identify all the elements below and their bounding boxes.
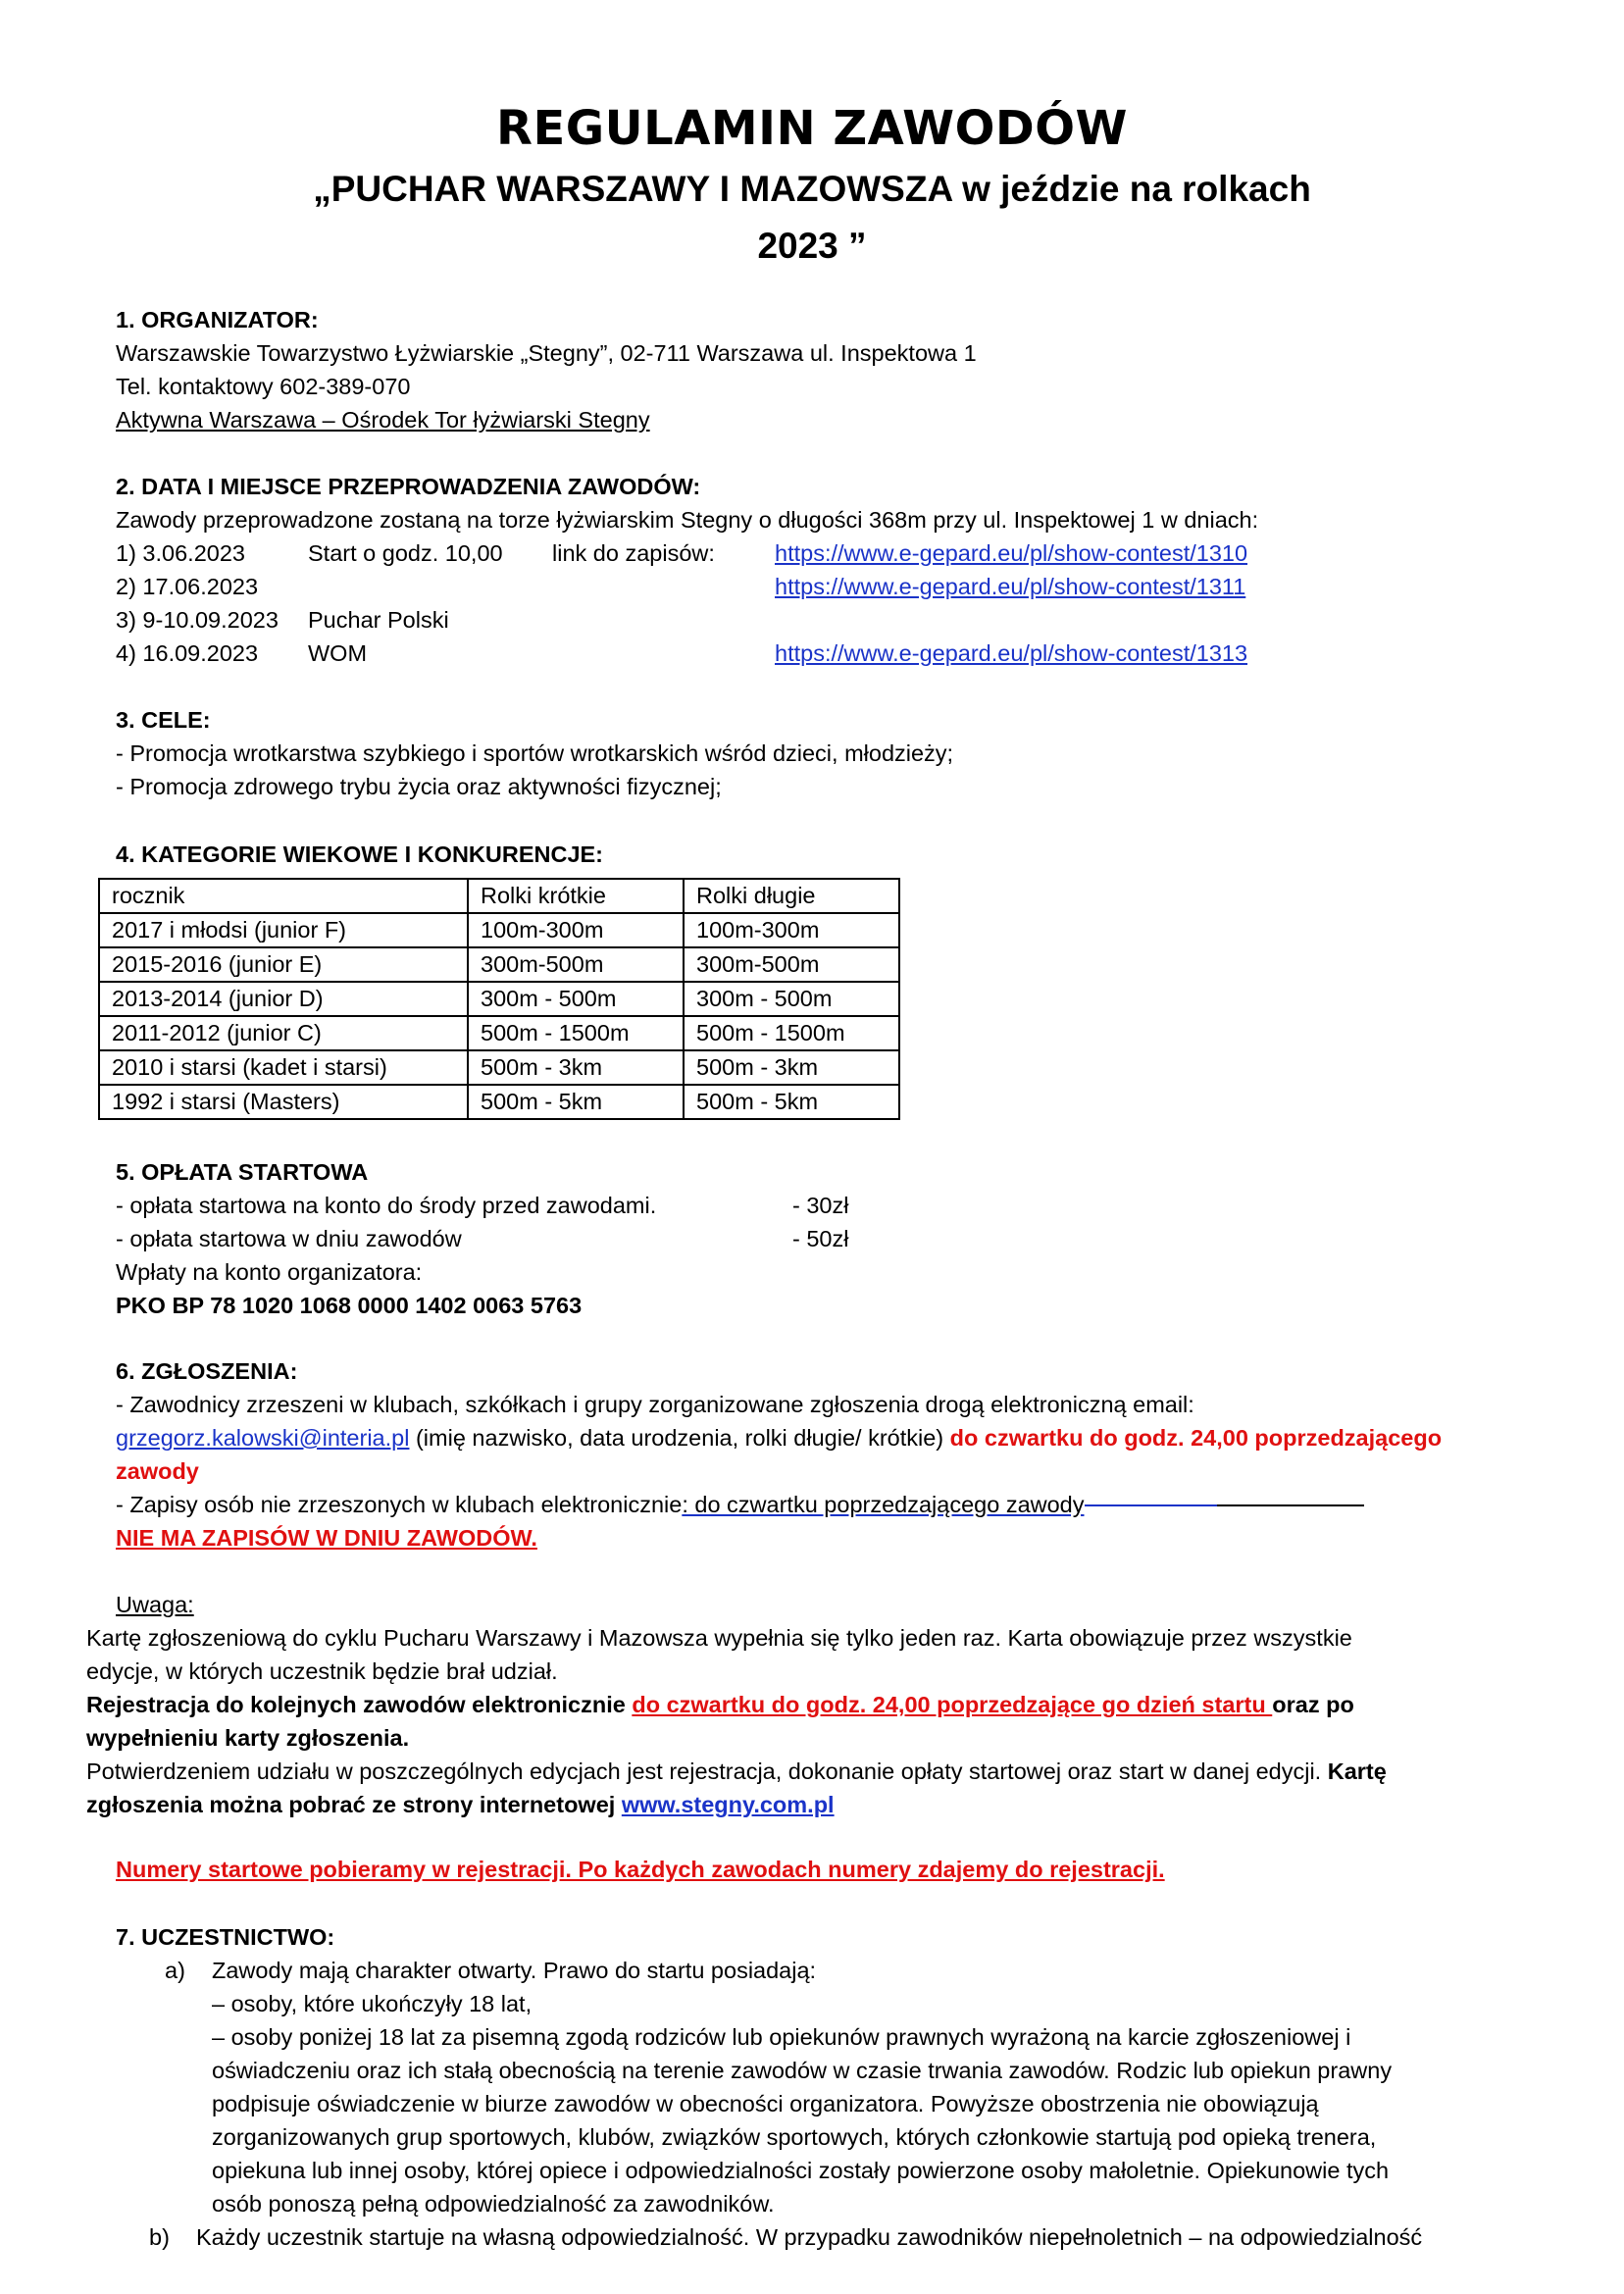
numbers-note-block <box>116 1853 1557 1886</box>
date-note: Start o godz. 10,00 <box>308 540 503 566</box>
email-link[interactable]: grzegorz.kalowski@interia.pl <box>116 1425 410 1451</box>
item-a-text: oświadczeniu oraz ich stałą obecnością na terenie zawodów w czasie trwania zawodów. Rodzic lub opiekun prawny <box>212 2058 1393 2083</box>
table-cell: 300m-500m <box>684 947 899 982</box>
table-cell: 2013-2014 (junior D) <box>99 982 468 1016</box>
note-registration-text: Rejestracja do kolejnych zawodów elektronicznie <box>86 1692 633 1717</box>
fee-label: - opłata startowa na konto do środy przed zawodami. <box>116 1193 657 1218</box>
table-header-row <box>99 879 899 913</box>
section-heading: 1. ORGANIZATOR: <box>116 307 319 332</box>
deadline-text: do czwartku do godz. 24,00 poprzedzającego <box>949 1425 1443 1451</box>
note-text: edycje, w których uczestnik będzie brał udział. <box>86 1658 558 1684</box>
registration-link[interactable]: https://www.e-gepard.eu/pl/show-contest/1313 <box>775 640 1248 666</box>
table-cell: 500m - 3km <box>468 1050 684 1085</box>
date-note: Puchar Polski <box>308 607 449 633</box>
note-label: Uwaga: <box>116 1592 194 1617</box>
item-marker: a) <box>165 1958 185 1983</box>
table-cell: 500m - 3km <box>684 1050 899 1085</box>
note-label-block <box>116 1588 1557 1621</box>
note-registration-tail: oraz po <box>1272 1692 1354 1717</box>
item-a-text: zorganizowanych grup sportowych, klubów, związków sportowych, których członkowie startują pod opieką trenera, <box>212 2124 1377 2150</box>
fee-row <box>116 1222 1557 1255</box>
table-cell: 1992 i starsi (Masters) <box>99 1085 468 1119</box>
registration-link[interactable]: https://www.e-gepard.eu/pl/show-contest/1310 <box>775 540 1248 566</box>
table-cell: 2015-2016 (junior E) <box>99 947 468 982</box>
note-form-text: Kartę <box>1327 1759 1387 1784</box>
no-same-day-registration: NIE MA ZAPISÓW W DNIU ZAWODÓW. <box>116 1525 537 1551</box>
fee-row <box>116 1189 1557 1222</box>
unaffiliated-deadline: : do czwartku poprzedzającego zawody <box>682 1492 1085 1517</box>
date-note: WOM <box>308 640 368 666</box>
note-text: Kartę zgłoszeniową do cyklu Pucharu Warszawy i Mazowsza wypełnia się tylko jeden raz. Karta obowiązuje przez wszystkie <box>86 1625 1352 1651</box>
table-row <box>99 947 899 982</box>
note-confirmation-text: Potwierdzeniem udziału w poszczególnych edycjach jest rejestracja, dokonanie opłaty startowej oraz start w danej edycji. <box>86 1759 1328 1784</box>
document-title: REGULAMIN ZAWODÓW <box>495 101 1128 156</box>
registration-email-line <box>116 1421 1557 1454</box>
section-organizer <box>116 303 1557 436</box>
section-heading: 2. DATA I MIEJSCE PRZEPROWADZENIA ZAWODÓW: <box>116 474 701 499</box>
section-heading: 4. KATEGORIE WIEKOWE I KONKURENCJE: <box>116 841 604 867</box>
table-row <box>99 913 899 947</box>
registration-details: (imię nazwisko, data urodzenia, rolki długie/ krótkie) <box>409 1425 950 1451</box>
categories-table <box>98 878 900 1120</box>
note-confirmation <box>86 1755 1538 1788</box>
section-heading: 6. ZGŁOSZENIA: <box>116 1358 298 1384</box>
goal-item: - Promocja zdrowego trybu życia oraz aktywności fizycznej; <box>116 774 722 799</box>
unaffiliated-registration <box>116 1488 1557 1521</box>
date: 4) 16.09.2023 <box>116 640 259 666</box>
goal-item: - Promocja wrotkarstwa szybkiego i sportów wrotkarskich wśród dzieci, młodzieży; <box>116 740 954 766</box>
blank-line <box>1217 1504 1364 1506</box>
subtitle-line-1: „PUCHAR WARSZAWY I MAZOWSZA w jeździe na rolkach <box>313 169 1311 209</box>
date-row <box>116 536 1557 570</box>
table-row <box>99 1085 899 1119</box>
organizer-name: Warszawskie Towarzystwo Łyżwiarskie „Stegny”, 02-711 Warszawa ul. Inspektowa 1 <box>116 340 977 366</box>
start-numbers-note: Numery startowe pobieramy w rejestracji. Po każdych zawodach numery zdajemy do rejestracji. <box>116 1857 1165 1882</box>
registration-link[interactable]: https://www.e-gepard.eu/pl/show-contest/1311 <box>775 574 1246 599</box>
document-subtitle <box>0 161 1624 275</box>
unaffiliated-text: - Zapisy osób nie zrzeszonych w klubach elektronicznie <box>116 1492 683 1517</box>
section-goals <box>116 703 1557 803</box>
column-header: rocznik <box>99 879 468 913</box>
item-a-text: opiekuna lub innej osoby, której opiece i odpowiedzialności zostały powierzone osoby małoletnie. Opiekunowie tych <box>212 2158 1390 2183</box>
organizer-venue: Aktywna Warszawa – Ośrodek Tor łyżwiarski Stegny <box>116 407 650 433</box>
dates-intro: Zawody przeprowadzone zostaną na torze łyżwiarskim Stegny o długości 368m przy ul. Inspektowej 1 w dniach: <box>116 507 1259 533</box>
item-a <box>212 1954 1565 2220</box>
section-dates <box>116 470 1557 670</box>
date-row <box>116 603 1557 637</box>
table-cell: 500m - 5km <box>468 1085 684 1119</box>
item-b <box>196 2220 1569 2254</box>
fee-value: - 50zł <box>792 1226 849 1251</box>
section-registration <box>116 1354 1557 1555</box>
table-cell: 500m - 1500m <box>468 1016 684 1050</box>
item-a-text: podpisuje oświadczenie w biurze zawodów w obecności organizatora. Powyższe obostrzenia nie obowiązują <box>212 2091 1319 2116</box>
table-cell: 2011-2012 (junior C) <box>99 1016 468 1050</box>
section-heading: 7. UCZESTNICTWO: <box>116 1924 335 1950</box>
section-participation <box>116 1920 1557 1954</box>
deadline-text-cont: zawody <box>116 1458 199 1484</box>
note-registration <box>86 1688 1538 1721</box>
note-section <box>86 1621 1538 1821</box>
table-cell: 300m - 500m <box>468 982 684 1016</box>
table-cell: 500m - 1500m <box>684 1016 899 1050</box>
note-download-text: zgłoszenia można pobrać ze strony internetowej <box>86 1792 622 1817</box>
table-cell: 2017 i młodsi (junior F) <box>99 913 468 947</box>
section-categories <box>116 838 1557 871</box>
organizer-phone: Tel. kontaktowy 602-389-070 <box>116 374 411 399</box>
bank-account: PKO BP 78 1020 1068 0000 1402 0063 5763 <box>116 1293 583 1318</box>
section-heading: 5. OPŁATA STARTOWA <box>116 1159 369 1185</box>
date-row <box>116 570 1557 603</box>
table-cell: 300m-500m <box>468 947 684 982</box>
column-header: Rolki krótkie <box>468 879 684 913</box>
fee-label: - opłata startowa w dniu zawodów <box>116 1226 462 1251</box>
section-heading: 3. CELE: <box>116 707 211 733</box>
item-a-text: – osoby, które ukończyły 18 lat, <box>212 1991 533 2016</box>
blank-line <box>1085 1504 1217 1506</box>
table-cell: 100m-300m <box>468 913 684 947</box>
fee-value: - 30zł <box>792 1193 849 1218</box>
table-row <box>99 982 899 1016</box>
section-fees <box>116 1155 1557 1322</box>
item-a-text: Zawody mają charakter otwarty. Prawo do startu posiadają: <box>212 1958 817 1983</box>
item-b-text: Każdy uczestnik startuje na własną odpowiedzialność. W przypadku zawodników niepełnoletnich – na odpowiedzialność <box>196 2224 1423 2250</box>
table-cell: 500m - 5km <box>684 1085 899 1119</box>
item-a-text: – osoby poniżej 18 lat za pisemną zgodą rodziców lub opiekunów prawnych wyrażoną na karcie zgłoszeniowej i <box>212 2024 1351 2050</box>
note-registration-cont: wypełnieniu karty zgłoszenia. <box>86 1725 410 1751</box>
table-cell: 100m-300m <box>684 913 899 947</box>
table-row <box>99 1050 899 1085</box>
subtitle-line-2: 2023 ” <box>757 226 867 266</box>
link-label: link do zapisów: <box>552 540 715 566</box>
date-row <box>116 637 1557 670</box>
item-a-text: osób ponoszą pełną odpowiedzialność za zawodników. <box>212 2191 775 2217</box>
column-header: Rolki długie <box>684 879 899 913</box>
website-link[interactable]: www.stegny.com.pl <box>621 1792 835 1817</box>
item-marker: b) <box>149 2224 170 2250</box>
table-cell: 300m - 500m <box>684 982 899 1016</box>
table-cell: 2010 i starsi (kadet i starsi) <box>99 1050 468 1085</box>
account-label: Wpłaty na konto organizatora: <box>116 1259 423 1285</box>
note-deadline: do czwartku do godz. 24,00 poprzedzające go dzień startu <box>632 1692 1273 1717</box>
registration-info: - Zawodnicy zrzeszeni w klubach, szkółkach i grupy zorganizowane zgłoszenia drogą elektroniczną email: <box>116 1392 1194 1417</box>
date: 3) 9-10.09.2023 <box>116 607 279 633</box>
table-row <box>99 1016 899 1050</box>
note-download <box>86 1788 1538 1821</box>
date: 2) 17.06.2023 <box>116 574 259 599</box>
date: 1) 3.06.2023 <box>116 540 245 566</box>
